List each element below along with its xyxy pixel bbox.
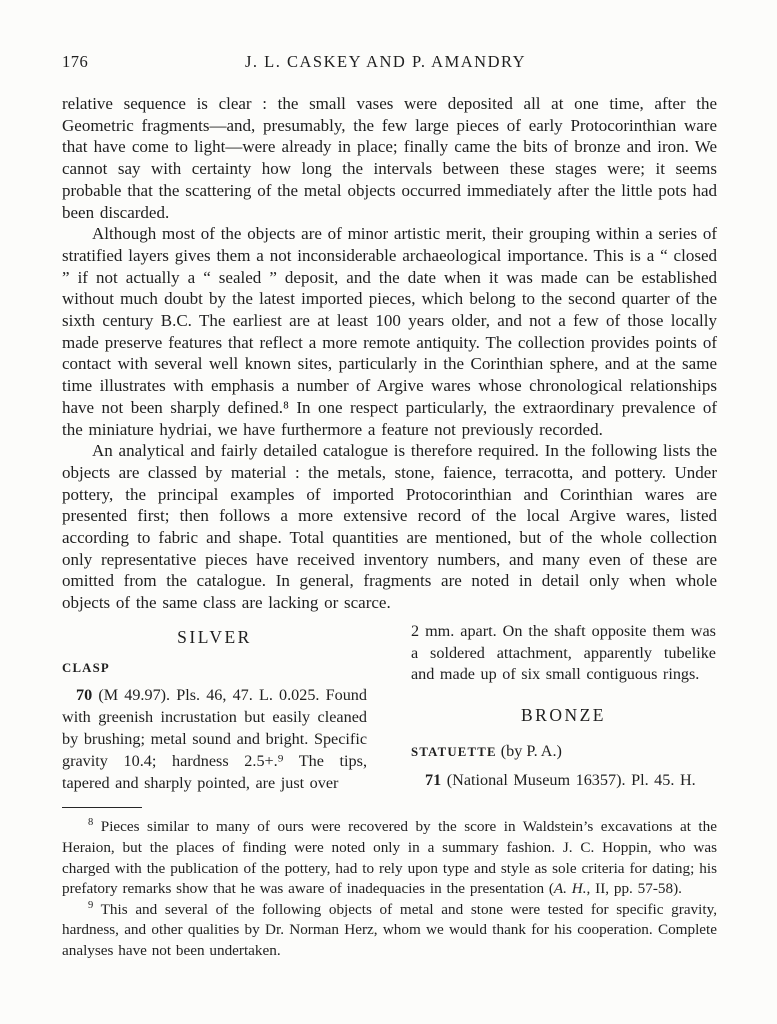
entry-text: (M 49.97). Pls. 46, 47. L. 0.025. Found with greenish incrustation but easily cleaned by brushing; metal sound and bright. Specific gravity 10.4; hardness 2.5+.⁹ The tips, tapered and sharply pointed, are just over	[62, 686, 367, 792]
footnote-marker: 8	[88, 817, 94, 829]
footnote-separator-rule	[62, 807, 142, 808]
catalogue-column-right	[411, 621, 716, 795]
catalogue-column-left	[62, 621, 367, 795]
footnote-marker: 9	[88, 899, 94, 911]
paragraph: An analytical and fairly detailed catalogue is therefore required. In the following lists the objects are classed by material : the metals, stone, faience, terracotta, and pottery. Under pottery, the principal examples of imported Protocorinthian and Corinthian wares are presented first; then follows a more extensive record of the local Argive wares, listed according to fabric and shape. Total quantities are mentioned, but of the whole collection only representative pieces have received inventory numbers, and many even of these are omitted from the catalogue. In general, fragments are noted in detail only when whole objects of the same class are lacking or scarce.	[62, 441, 717, 613]
page-number: 176	[62, 52, 89, 71]
footnotes-block	[62, 817, 717, 961]
section-heading-silver: SILVER	[177, 626, 252, 647]
footnote-9	[62, 900, 717, 962]
entry-number: 70	[76, 686, 93, 705]
footnote-8	[62, 817, 717, 899]
section-heading-bronze: BRONZE	[521, 705, 606, 726]
page-content	[62, 52, 717, 962]
main-text-block	[62, 93, 717, 614]
running-title: J. L. CASKEY AND P. AMANDRY	[244, 52, 526, 71]
paragraph: relative sequence is clear : the small vases were deposited all at one time, after the Geometric fragments—and, presumably, the few large pieces of early Protocorinthian ware that have come to light—were already in place; finally came the bits of bronze and iron. We cannot say with certainty how long the intervals between these stages were; it seems probable that the scattering of the metal objects occurred immediately after the little pots had been discarded.	[62, 94, 717, 222]
footnote-text: Pieces similar to many of ours were recovered by the score in Waldstein’s excavations at the Heraion, but the places of finding were noted only in a summary fashion. J. C. Hoppin, who was charged with the publication of the pottery, had to rely upon type and style as sole criteria for dating; his prefatory remarks show that he was aware of inadequacies in the presentation (	[62, 818, 717, 898]
material-label-clasp: CLASP	[62, 660, 110, 675]
footnote-text: , II, pp. 57-58).	[586, 880, 682, 898]
catalogue-entry-70	[62, 685, 367, 794]
material-label-statuette	[411, 741, 716, 764]
entry-70-continuation: 2 mm. apart. On the shaft opposite them was a soldered attachment, apparently tubelike and made up of six small contiguous rings.	[411, 621, 716, 684]
catalogue-columns	[62, 621, 717, 795]
running-head	[62, 52, 717, 72]
entry-number: 71	[425, 770, 442, 789]
material-label-caps: STATUETTE	[411, 745, 497, 760]
entry-text: (National Museum 16357). Pl. 45. H.	[441, 770, 696, 789]
paragraph: Although most of the objects are of minor artistic merit, their grouping within a series of stratified layers gives them a not inconsiderable archaeological importance. This is a “ closed ” if not actually a “ sealed ” deposit, and the date when it was made can be established without much doubt by the latest imported pieces, which belong to the second quarter of the sixth century B.C. The earliest are at least 100 years older, and not a few of those locally made preserve features that reflect a more remote antiquity. The collection provides points of contact with several well known sites, particularly in the Corinthian sphere, and at the same time illustrates with emphasis a number of Argive wares whose chronological relationships have not been sharply defined.⁸ In one respect particularly, the extraordinary prevalence of the miniature hydriai, we have furthermore a feature not previously recorded.	[62, 224, 717, 439]
footnote-italic-citation: A. H.	[553, 880, 587, 898]
material-label-byline: (by P. A.)	[496, 742, 562, 761]
catalogue-entry-71	[411, 770, 716, 792]
footnote-text: This and several of the following objects of metal and stone were tested for specific gravity, hardness, and other qualities by Dr. Norman Herz, whom we would thank for his cooperation. Complete analyses have not been undertaken.	[62, 900, 717, 960]
